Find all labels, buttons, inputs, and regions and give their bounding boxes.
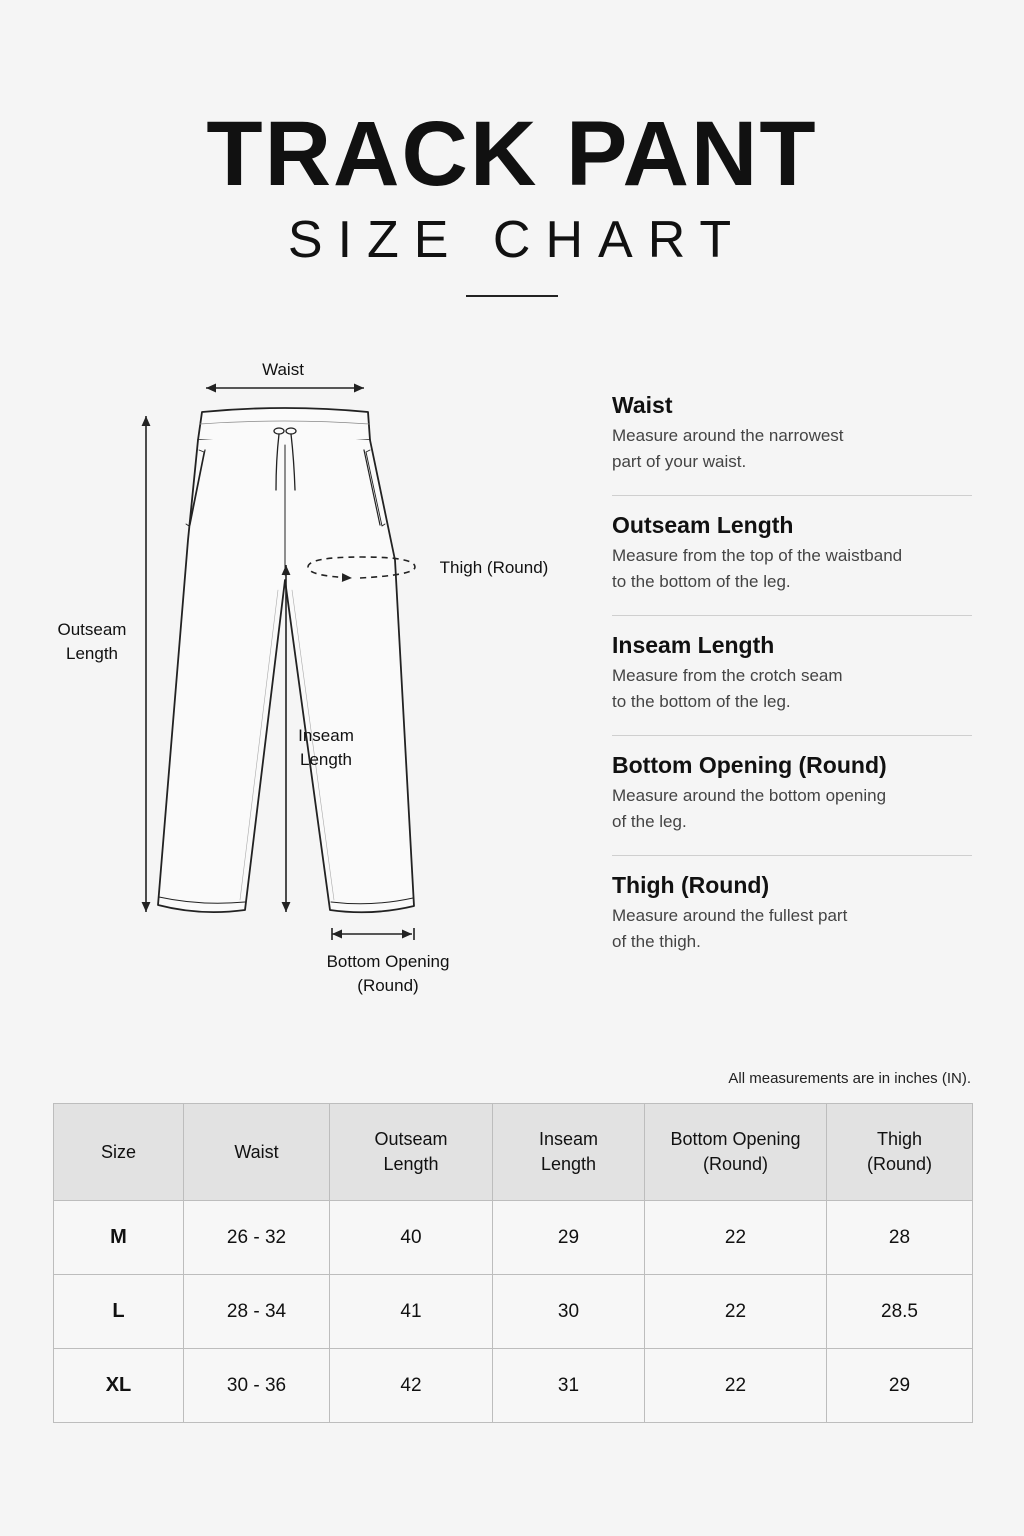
page-subtitle: SIZE CHART [287, 211, 747, 269]
definition-outseam [612, 504, 972, 595]
diagram-label-waist: Waist [262, 360, 304, 379]
size-table [53, 1103, 973, 1423]
outseam-cell: 41 [330, 1275, 493, 1349]
table-row [54, 1349, 973, 1423]
inseam-cell: 30 [493, 1275, 645, 1349]
size-cell: M [54, 1201, 184, 1275]
table-row [54, 1201, 973, 1275]
definition-description: Measure around the narrowest part of your waist. [612, 426, 844, 471]
definition-title: Outseam Length [612, 512, 794, 538]
measurement-diagram [0, 0, 600, 1040]
definition-description: Measure from the top of the waistband to the bottom of the leg. [612, 546, 903, 591]
thigh-cell: 28 [827, 1201, 973, 1275]
waist-cell: 26 - 32 [184, 1201, 330, 1275]
definition-title: Inseam Length [612, 632, 775, 658]
size-cell: XL [54, 1349, 184, 1423]
definition-divider [612, 855, 972, 856]
waist-cell: 30 - 36 [184, 1349, 330, 1423]
definition-divider [612, 615, 972, 616]
definition-title: Thigh (Round) [612, 872, 770, 898]
definition-thigh [612, 864, 972, 955]
diagram-label-thigh: Thigh (Round) [439, 558, 549, 577]
page-title: TRACK PANT [206, 103, 818, 205]
column-header-waist: Waist [184, 1104, 330, 1201]
definition-waist [612, 384, 972, 475]
diagram-label-inseam: Inseam Length [298, 726, 354, 769]
outseam-cell: 40 [330, 1201, 493, 1275]
outseam-cell: 42 [330, 1349, 493, 1423]
waist-cell: 28 - 34 [184, 1275, 330, 1349]
definition-bottom-opening [612, 744, 972, 835]
table-row [54, 1275, 973, 1349]
column-header-outseam: Outseam Length [330, 1104, 493, 1201]
table-header-row [54, 1104, 973, 1201]
definition-divider [612, 495, 972, 496]
definition-description: Measure around the fullest part of the thigh. [612, 906, 848, 951]
thigh-cell: 29 [827, 1349, 973, 1423]
measurement-definitions [612, 384, 972, 955]
diagram-label-bottom-opening: Bottom Opening (Round) [326, 952, 450, 995]
definition-title: Waist [612, 392, 673, 418]
column-header-size: Size [54, 1104, 184, 1201]
column-header-inseam: Inseam Length [493, 1104, 645, 1201]
column-header-thigh: Thigh (Round) [827, 1104, 973, 1201]
definition-description: Measure around the bottom opening of the leg. [612, 786, 887, 831]
definition-inseam [612, 624, 972, 715]
inseam-cell: 31 [493, 1349, 645, 1423]
bottom-opening-cell: 22 [645, 1275, 827, 1349]
definition-divider [612, 735, 972, 736]
thigh-cell: 28.5 [827, 1275, 973, 1349]
units-note: All measurements are in inches (IN). [728, 1070, 971, 1087]
inseam-cell: 29 [493, 1201, 645, 1275]
definition-description: Measure from the crotch seam to the bottom of the leg. [612, 666, 843, 711]
diagram-label-outseam: Outseam Length [57, 620, 127, 663]
definition-title: Bottom Opening (Round) [612, 752, 887, 778]
bottom-opening-cell: 22 [645, 1349, 827, 1423]
column-header-bottom-opening: Bottom Opening (Round) [645, 1104, 827, 1201]
bottom-opening-cell: 22 [645, 1201, 827, 1275]
size-cell: L [54, 1275, 184, 1349]
pant-illustration [0, 0, 600, 1040]
